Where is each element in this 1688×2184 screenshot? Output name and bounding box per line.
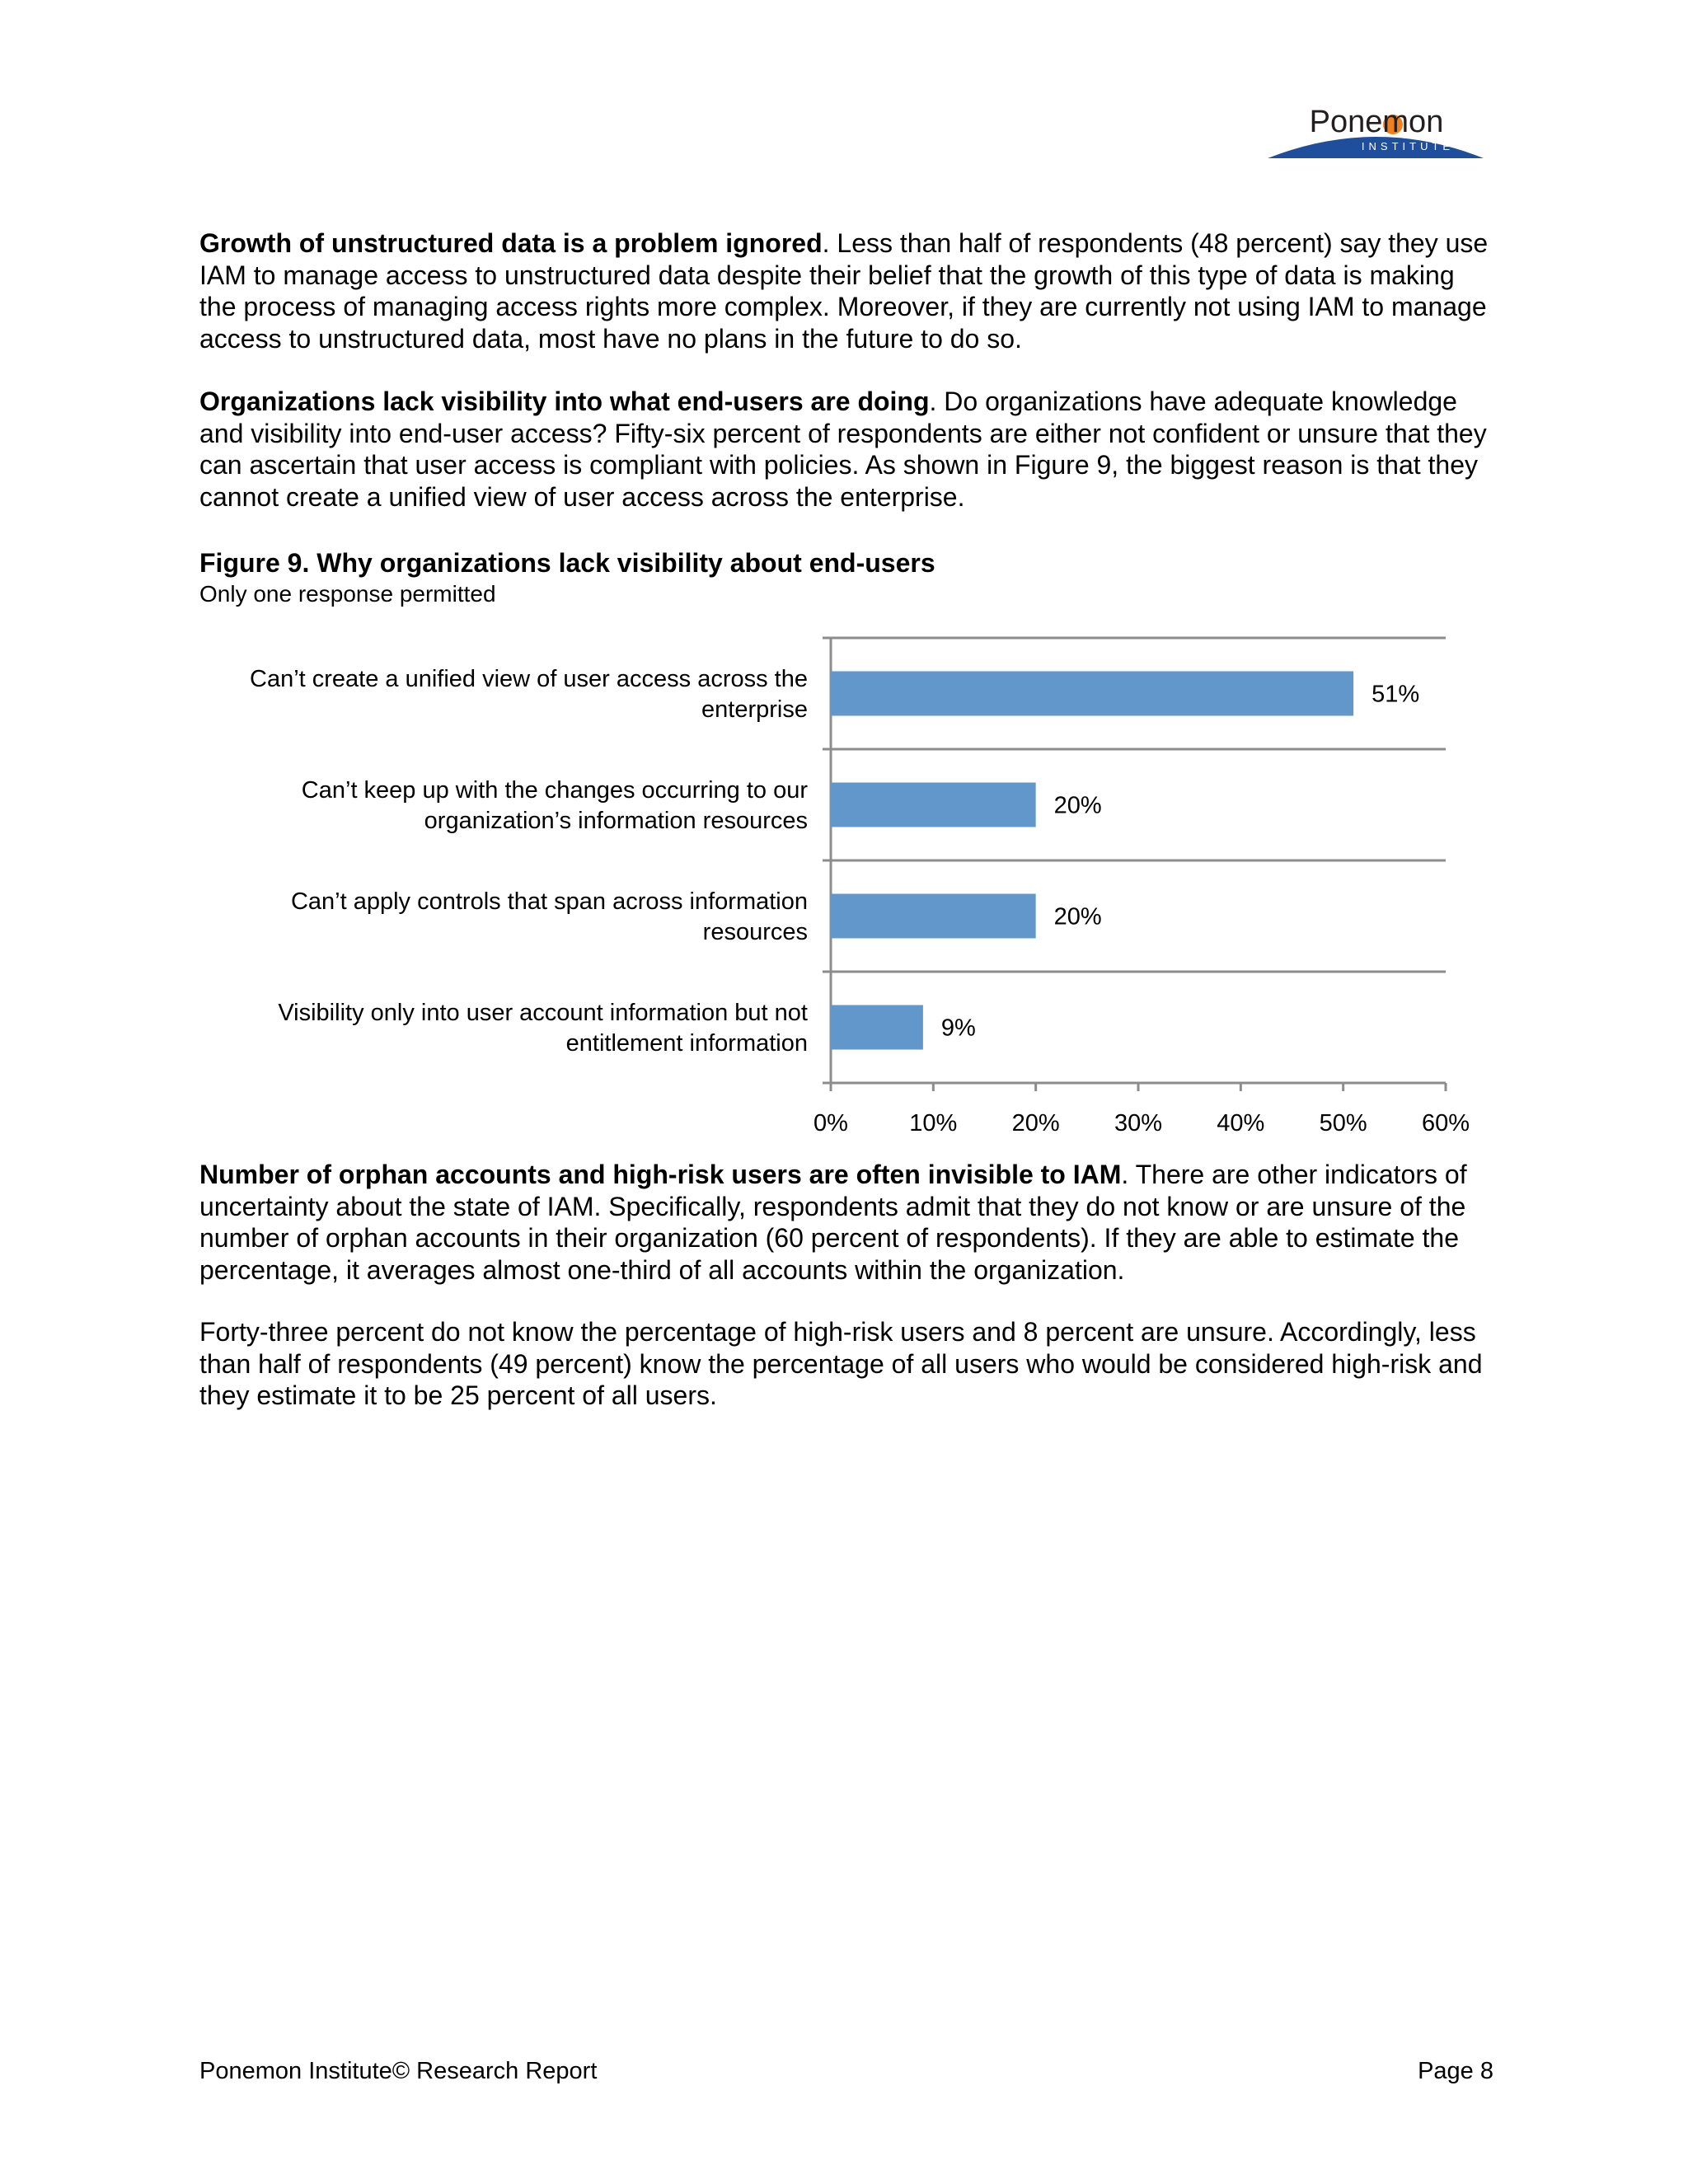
logo-wordmark: Ponemon: [1309, 105, 1444, 139]
footer-report-name: Ponemon Institute© Research Report: [199, 2058, 598, 2084]
paragraph-heading: Growth of unstructured data is a problem ignored: [199, 228, 823, 258]
data-label: 9%: [940, 1015, 976, 1042]
x-tick-label: 60%: [1421, 1110, 1470, 1137]
paragraph-body: Forty-three percent do not know the percentage of high-risk users and 8 percent are unsure. Accordingly, less than half of respondents (49 percent) know the percentage of all users who would be considered high-risk and they estimate it to be 25 percent of all users.: [199, 1317, 1483, 1410]
paragraph-heading: Number of orphan accounts and high-risk users are often invisible to IAM: [199, 1160, 1122, 1189]
category-label: Can’t create a unified view of user access across the enterprise: [250, 666, 808, 723]
data-label: 20%: [1053, 903, 1102, 930]
figure-subtitle: Only one response permitted: [199, 581, 496, 607]
paragraph-heading: Organizations lack visibility into what end-users are doing: [199, 387, 930, 416]
x-tick-label: 30%: [1114, 1110, 1163, 1137]
category-label: Can’t keep up with the changes occurring to our organization’s information resources: [301, 777, 808, 834]
x-tick-label: 10%: [909, 1110, 958, 1137]
bar: [831, 672, 1353, 716]
paragraph-high-risk-users: [199, 1316, 1493, 1412]
bar: [831, 1005, 923, 1050]
paragraph-body: . There are other indicators of uncertainty about the state of IAM. Specifically, respondents admit that they do not know or are unsure of the number of orphan accounts in their organization (60 percent of respondents). If they are able to estimate the percentage, it averages almost one-third of all accounts within the organization.: [199, 1160, 1467, 1285]
x-tick-label: 20%: [1011, 1110, 1060, 1137]
bar: [831, 783, 1036, 827]
paragraph-body: . Less than half of respondents (48 percent) say they use IAM to manage access to unstructured data despite their belief that the growth of this type of data is making the process of managing access rights more complex. Moreover, if they are currently not using IAM to manage access to unstructured data, most have no plans in the future to do so.: [199, 228, 1489, 354]
bar: [831, 894, 1036, 939]
footer-page-number: Page 8: [1418, 2058, 1493, 2084]
figure-title: Figure 9. Why organizations lack visibility about end-users: [199, 548, 935, 578]
paragraph-body: . Do organizations have adequate knowledge and visibility into end-user access? Fifty-six percent of respondents are either not confident or unsure that they can ascertain that user access is compliant with policies. As shown in Figure 9, the biggest reason is that they cannot create a unified view of user access across the enterprise.: [199, 387, 1487, 512]
data-label: 20%: [1053, 792, 1102, 819]
x-tick-label: 0%: [814, 1110, 848, 1137]
category-label: Visibility only into user account information but not entitlement information: [278, 1000, 808, 1057]
x-tick-label: 40%: [1217, 1110, 1265, 1137]
logo-subtext: INSTITUTE: [1361, 140, 1455, 152]
data-label: 51%: [1372, 681, 1420, 708]
paragraph-orphan-accounts: [199, 1159, 1493, 1286]
category-label: Can’t apply controls that span across information resources: [290, 888, 808, 945]
x-tick-label: 50%: [1319, 1110, 1367, 1137]
